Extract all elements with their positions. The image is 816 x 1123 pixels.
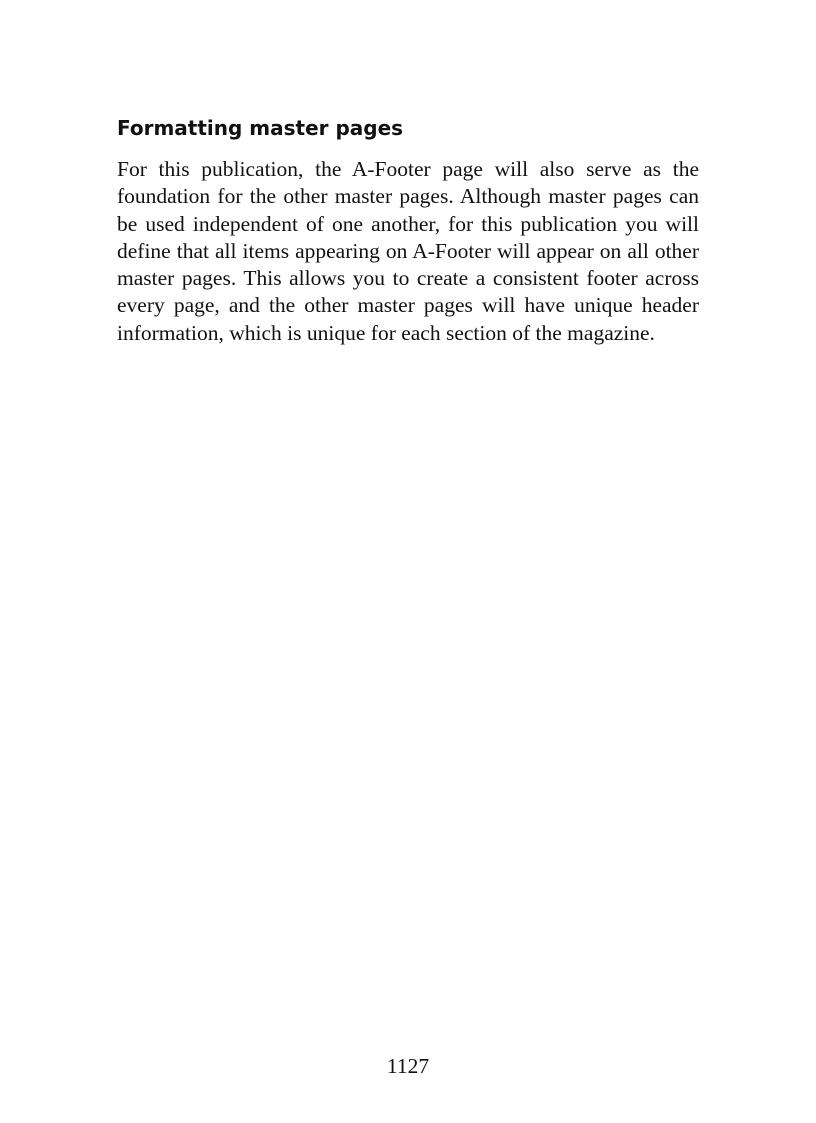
page-number: 1127 [386, 1054, 430, 1078]
body-paragraph: For this publication, the A-Footer page will also serve as the foundation for the other master pages. Although master pages can be used independent of one another, for this publication you will define that all items appearing on A-Footer will appear on all other master pages. This allows you to create a consistent footer across every page, and the other master pages will have unique header information, which is unique for each section of the magazine. [117, 157, 699, 345]
section-heading: Formatting master pages [117, 116, 404, 140]
